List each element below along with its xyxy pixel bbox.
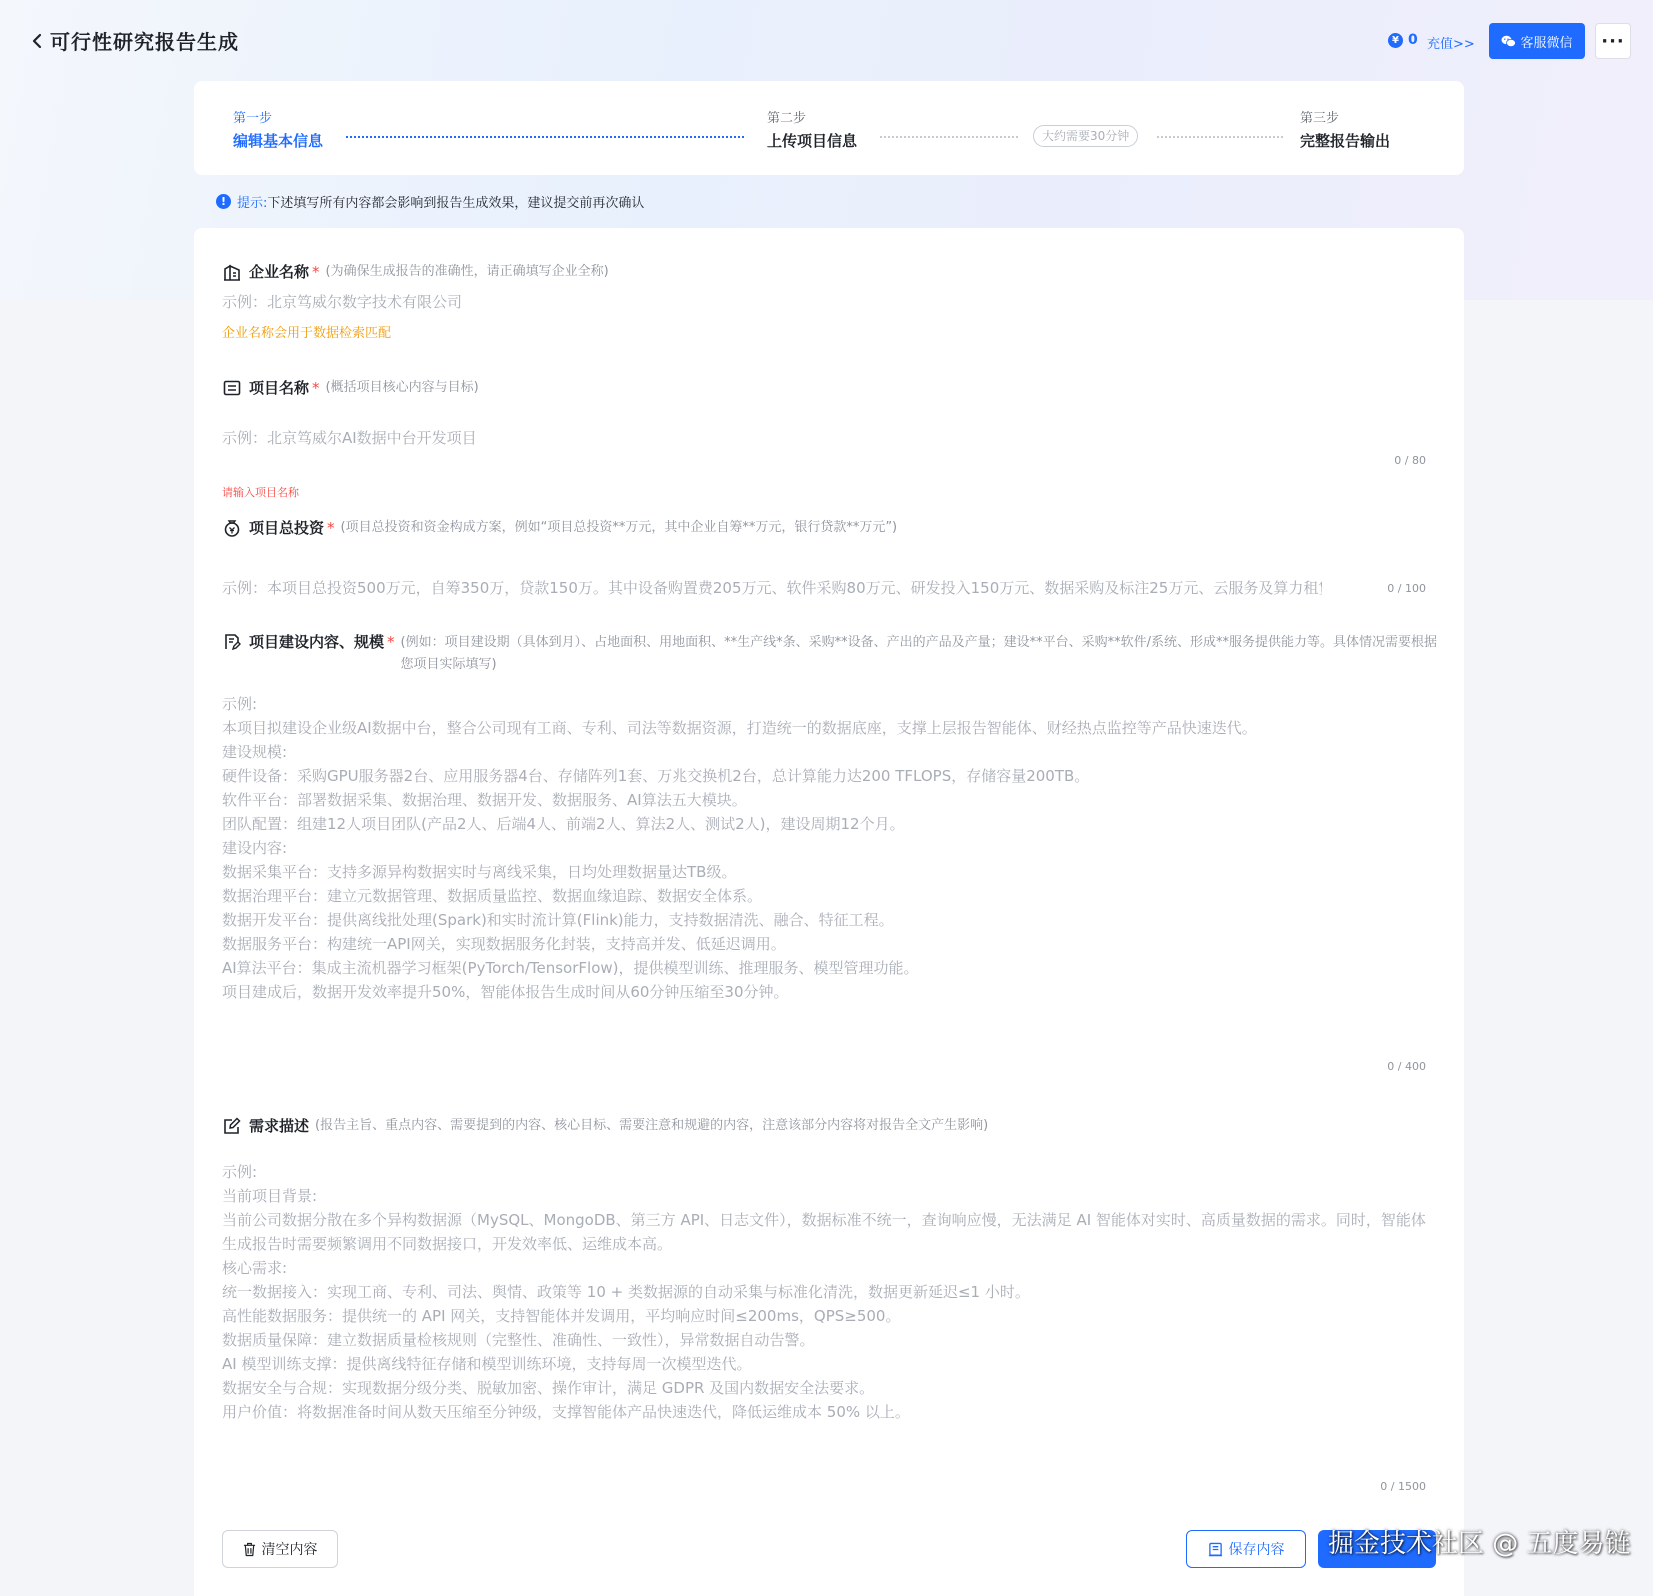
investment-input[interactable]: [222, 574, 1322, 602]
customer-wechat-label: 客服微信: [1520, 35, 1573, 51]
building-icon: [222, 262, 242, 282]
project-hint: (概括项目核心内容与目标): [325, 380, 479, 395]
steps-card: [194, 81, 1464, 175]
investment-hint: (项目总投资和资金构成方案，例如“项目总投资**万元，其中企业自筹**万元，银行贷款**万元”): [340, 520, 898, 535]
investment-label: 项目总投资: [249, 519, 325, 537]
watermark: 掘金技术社区 @ 五度易链: [1328, 1529, 1631, 1559]
customer-wechat-button[interactable]: [1489, 23, 1585, 59]
project-field-header: [222, 378, 1438, 398]
coin-count: 0: [1408, 32, 1418, 48]
company-note: 企业名称会用于数据检索匹配: [222, 326, 392, 341]
construction-hint: (例如：项目建设期（具体到月）、占地面积、用地面积、**生产线*条、采购**设备、产出的产品及产量；建设**平台、采购**软件/系统、形成**服务提供能力等。具体情况需要根据您项目实际填写): [400, 635, 1437, 672]
more-icon: ···: [1601, 30, 1625, 52]
back-button[interactable]: [26, 29, 48, 53]
company-label: 企业名称: [249, 263, 310, 281]
save-icon: [1208, 1542, 1223, 1557]
project-label: 项目名称: [249, 379, 310, 397]
project-counter: 0 / 80: [1394, 454, 1426, 467]
recharge-link[interactable]: 充值>>: [1427, 37, 1475, 52]
investment-field-header: [222, 518, 1438, 538]
step-1: [233, 107, 323, 151]
page-title: 可行性研究报告生成: [50, 30, 239, 54]
tip-text: 下述填写所有内容都会影响到报告生成效果，建议提交前再次确认: [267, 196, 645, 211]
requirement-counter: 0 / 1500: [1380, 1480, 1426, 1493]
tip-bar: [216, 192, 644, 211]
wechat-icon: [1501, 35, 1516, 48]
step-1-name: 编辑基本信息: [233, 132, 324, 150]
trash-icon: [243, 1542, 256, 1557]
investment-required-mark: *: [327, 519, 335, 537]
project-name-input[interactable]: [222, 424, 1322, 452]
step-2-number: 第二步: [767, 111, 807, 126]
requirement-textarea[interactable]: [222, 1160, 1432, 1420]
chevron-left-icon: [30, 33, 44, 49]
document-edit-icon: [222, 632, 242, 652]
requirement-field-header: [222, 1116, 1438, 1136]
investment-counter: 0 / 100: [1387, 582, 1426, 595]
save-content-label: 保存内容: [1228, 1542, 1285, 1558]
requirement-hint: (报告主旨、重点内容、需要提到的内容、核心目标、需要注意和规避的内容，注意该部分内容将对报告全文产生影响): [315, 1118, 989, 1133]
coin-icon: ¥: [1388, 33, 1403, 48]
money-bag-icon: [222, 518, 242, 538]
company-name-input[interactable]: [222, 288, 1432, 316]
eta-tag: 大约需要30分钟: [1033, 125, 1138, 147]
form-card: [194, 228, 1464, 1596]
step-3-number: 第三步: [1300, 111, 1340, 126]
construction-field-header: [222, 632, 1438, 676]
coin-balance: [1388, 32, 1418, 48]
step-1-number: 第一步: [233, 111, 273, 126]
construction-required-mark: *: [387, 633, 395, 651]
header: [0, 0, 1653, 80]
requirement-label: 需求描述: [249, 1117, 310, 1135]
step-connector-2a: [880, 136, 1018, 138]
edit-icon: [222, 1116, 242, 1136]
info-icon: !: [216, 194, 231, 209]
clear-content-button[interactable]: [222, 1530, 338, 1568]
construction-label: 项目建设内容、规模: [249, 633, 385, 651]
construction-counter: 0 / 400: [1387, 1060, 1426, 1073]
construction-textarea[interactable]: [222, 692, 1432, 1002]
step-connector-1: [346, 136, 744, 138]
more-button[interactable]: [1595, 23, 1631, 59]
list-icon: [222, 378, 242, 398]
step-3-name: 完整报告输出: [1300, 132, 1391, 150]
save-content-button[interactable]: [1186, 1530, 1306, 1568]
step-2: [767, 107, 857, 151]
company-required-mark: *: [312, 263, 320, 281]
company-field-header: [222, 262, 1438, 282]
project-error: 请输入项目名称: [222, 486, 299, 499]
step-3: [1300, 107, 1390, 151]
step-connector-2b: [1157, 136, 1283, 138]
clear-content-label: 清空内容: [261, 1542, 318, 1558]
project-required-mark: *: [312, 379, 320, 397]
tip-label: 提示:: [237, 196, 268, 211]
company-hint: (为确保生成报告的准确性，请正确填写企业全称): [325, 264, 609, 279]
step-2-name: 上传项目信息: [767, 132, 858, 150]
